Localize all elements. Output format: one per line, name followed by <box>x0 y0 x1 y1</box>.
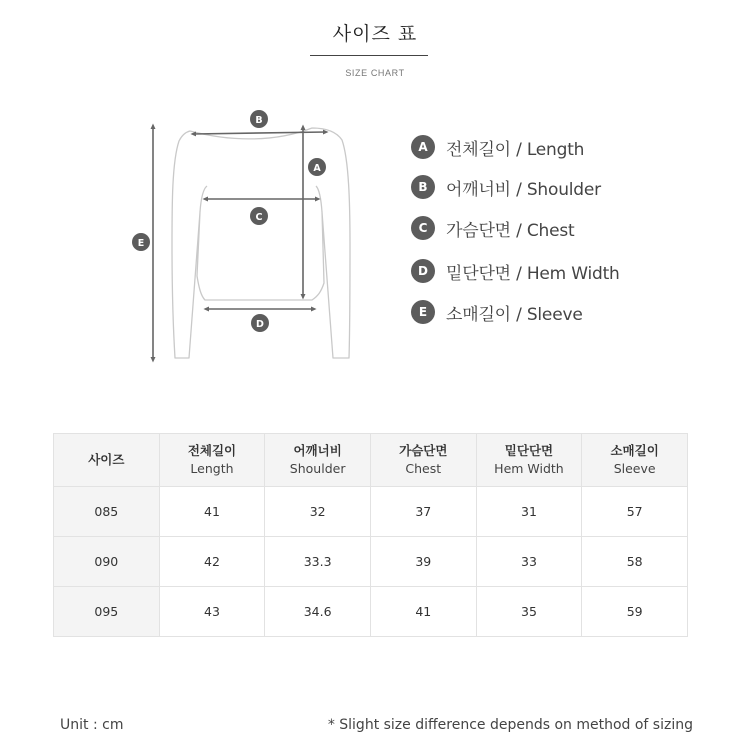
badge-c: C <box>411 216 435 240</box>
length-cell: 43 <box>159 587 265 637</box>
column-header-en: Sleeve <box>613 461 656 476</box>
sizing-note: * Slight size difference depends on method of sizing <box>327 717 693 733</box>
size-cell: 085 <box>54 487 160 537</box>
svg-text:D: D <box>256 319 264 330</box>
legend-label: 가슴단면 / Chest <box>446 220 575 241</box>
column-header-kr: 소매길이 <box>610 443 659 458</box>
column-header-en: Length <box>190 461 234 476</box>
diagram-marker-a <box>308 158 326 176</box>
sleeve-cell: 57 <box>582 487 688 537</box>
legend-label: 어깨너비 / Shoulder <box>446 179 601 200</box>
legend-item-hem-width <box>411 257 620 285</box>
svg-text:E: E <box>137 238 145 249</box>
table-row <box>54 537 688 587</box>
column-header-kr: 가슴단면 <box>399 443 448 458</box>
legend-label: 소매길이 / Sleeve <box>446 304 583 325</box>
legend-item-shoulder <box>411 173 601 201</box>
legend-item-length <box>411 133 584 161</box>
shoulder-cell: 33.3 <box>265 537 371 587</box>
page-subtitle: SIZE CHART <box>345 68 405 78</box>
sleeve-cell: 59 <box>582 587 688 637</box>
diagram-marker-d <box>251 314 269 332</box>
hem-width-cell: 33 <box>476 537 582 587</box>
column-header-kr: 전체길이 <box>187 443 237 458</box>
hem-width-cell: 35 <box>476 587 582 637</box>
size-cell: 090 <box>54 537 160 587</box>
legend-label: 전체길이 / Length <box>446 139 585 160</box>
table-header-row <box>54 434 688 487</box>
measure-line-b <box>193 132 326 134</box>
length-cell: 41 <box>159 487 265 537</box>
column-header-size <box>54 434 160 487</box>
diagram-marker-b <box>250 110 268 128</box>
column-header-kr: 사이즈 <box>88 452 125 467</box>
badge-d: D <box>411 259 435 283</box>
column-header-chest <box>370 434 476 487</box>
chest-cell: 39 <box>370 537 476 587</box>
unit-label: Unit : cm <box>60 717 124 733</box>
table-row <box>54 487 688 537</box>
sleeve-cell: 58 <box>582 537 688 587</box>
size-cell: 095 <box>54 587 160 637</box>
measure-lines <box>153 126 326 360</box>
length-cell: 42 <box>159 537 265 587</box>
column-header-sleeve <box>582 434 688 487</box>
badge-e: E <box>411 300 435 324</box>
column-header-en: Chest <box>405 461 442 476</box>
column-header-en: Shoulder <box>289 461 346 476</box>
column-header-kr: 밑단단면 <box>504 443 554 458</box>
size-table <box>53 433 688 637</box>
table-row <box>54 587 688 637</box>
chest-cell: 37 <box>370 487 476 537</box>
svg-text:C: C <box>255 212 263 223</box>
legend-item-sleeve <box>411 298 583 326</box>
page-title: 사이즈 표 <box>332 23 418 45</box>
column-header-hem-width <box>476 434 582 487</box>
hem-width-cell: 31 <box>476 487 582 537</box>
column-header-length <box>159 434 265 487</box>
legend-item-chest <box>411 214 574 242</box>
legend-label: 밑단단면 / Hem Width <box>446 263 620 284</box>
chest-cell: 41 <box>370 587 476 637</box>
column-header-shoulder <box>265 434 371 487</box>
shoulder-cell: 34.6 <box>265 587 371 637</box>
badge-a: A <box>411 135 435 159</box>
badge-b: B <box>411 175 435 199</box>
column-header-kr: 어깨너비 <box>293 443 342 458</box>
diagram-marker-e <box>132 233 150 251</box>
shoulder-cell: 32 <box>265 487 371 537</box>
svg-text:A: A <box>313 163 321 174</box>
column-header-en: Hem Width <box>494 461 564 476</box>
diagram-marker-c <box>250 207 268 225</box>
svg-text:B: B <box>255 115 263 126</box>
